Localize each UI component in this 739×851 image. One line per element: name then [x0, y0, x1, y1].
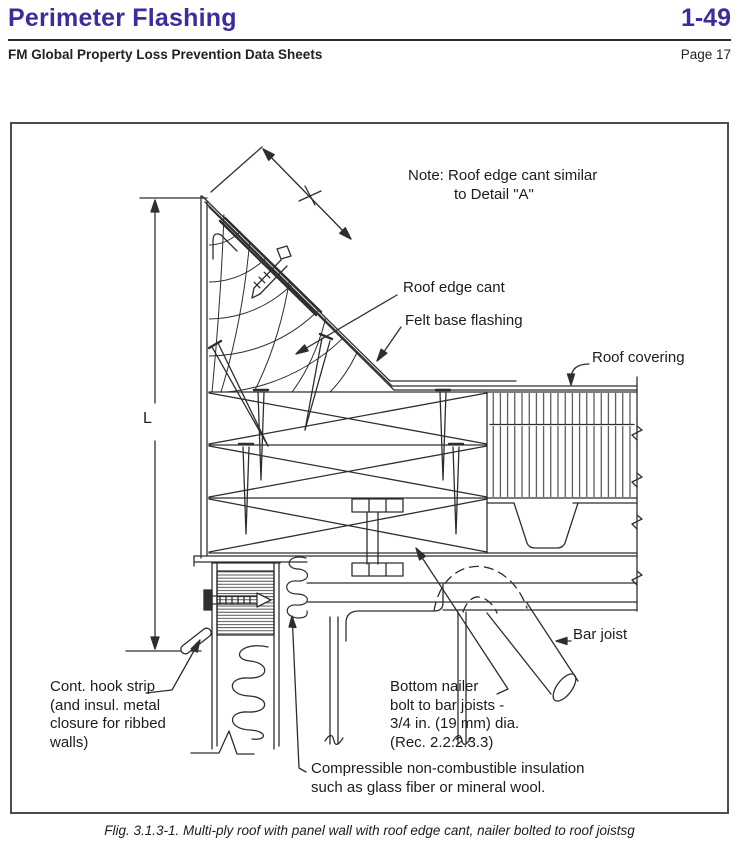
dimension-l: [126, 198, 207, 651]
compressible-insulation: [287, 557, 308, 618]
label-compressible-insulation: Compressible non-combustible insulation such as glass fiber or mineral wool.: [311, 760, 585, 796]
steel-deck: [487, 503, 637, 548]
insulation-hatch: [490, 393, 634, 497]
label-bottom-nailer: Bottom nailer bolt to bar joists - 3/4 in. (19 mm) dia. (Rec. 2.2.2.3.3): [390, 678, 520, 751]
note-line-1: Note: Roof edge cant similar: [408, 167, 598, 184]
label-felt-base-flashing: Felt base flashing: [405, 312, 523, 329]
page-number: Page 17: [680, 47, 731, 62]
label-roof-covering: Roof covering: [592, 349, 685, 366]
cant-fasteners: [209, 246, 332, 446]
note-line-2: to Detail "A": [454, 185, 534, 203]
label-roof-edge-cant: Roof edge cant: [403, 279, 505, 296]
doc-number: 1-49: [680, 4, 731, 32]
doc-subtitle: FM Global Property Loss Prevention Data Sheets: [8, 47, 323, 62]
cant-fan: [208, 213, 389, 393]
label-dimension-l: L: [143, 410, 152, 427]
label-bar-joist: Bar joist: [573, 626, 628, 643]
figure-caption: Flig. 3.1.3-1. Multi-ply roof with panel wall with roof edge cant, nailer bolted to roof joistsg: [104, 823, 635, 838]
label-hook-strip: Cont. hook strip (and insul. metal closure for ribbed walls): [50, 678, 166, 751]
page-title: Perimeter Flashing: [8, 4, 237, 32]
wall-panel: [191, 563, 280, 754]
note-text: [408, 167, 597, 204]
bottom-nailer-bolt: [352, 499, 403, 576]
